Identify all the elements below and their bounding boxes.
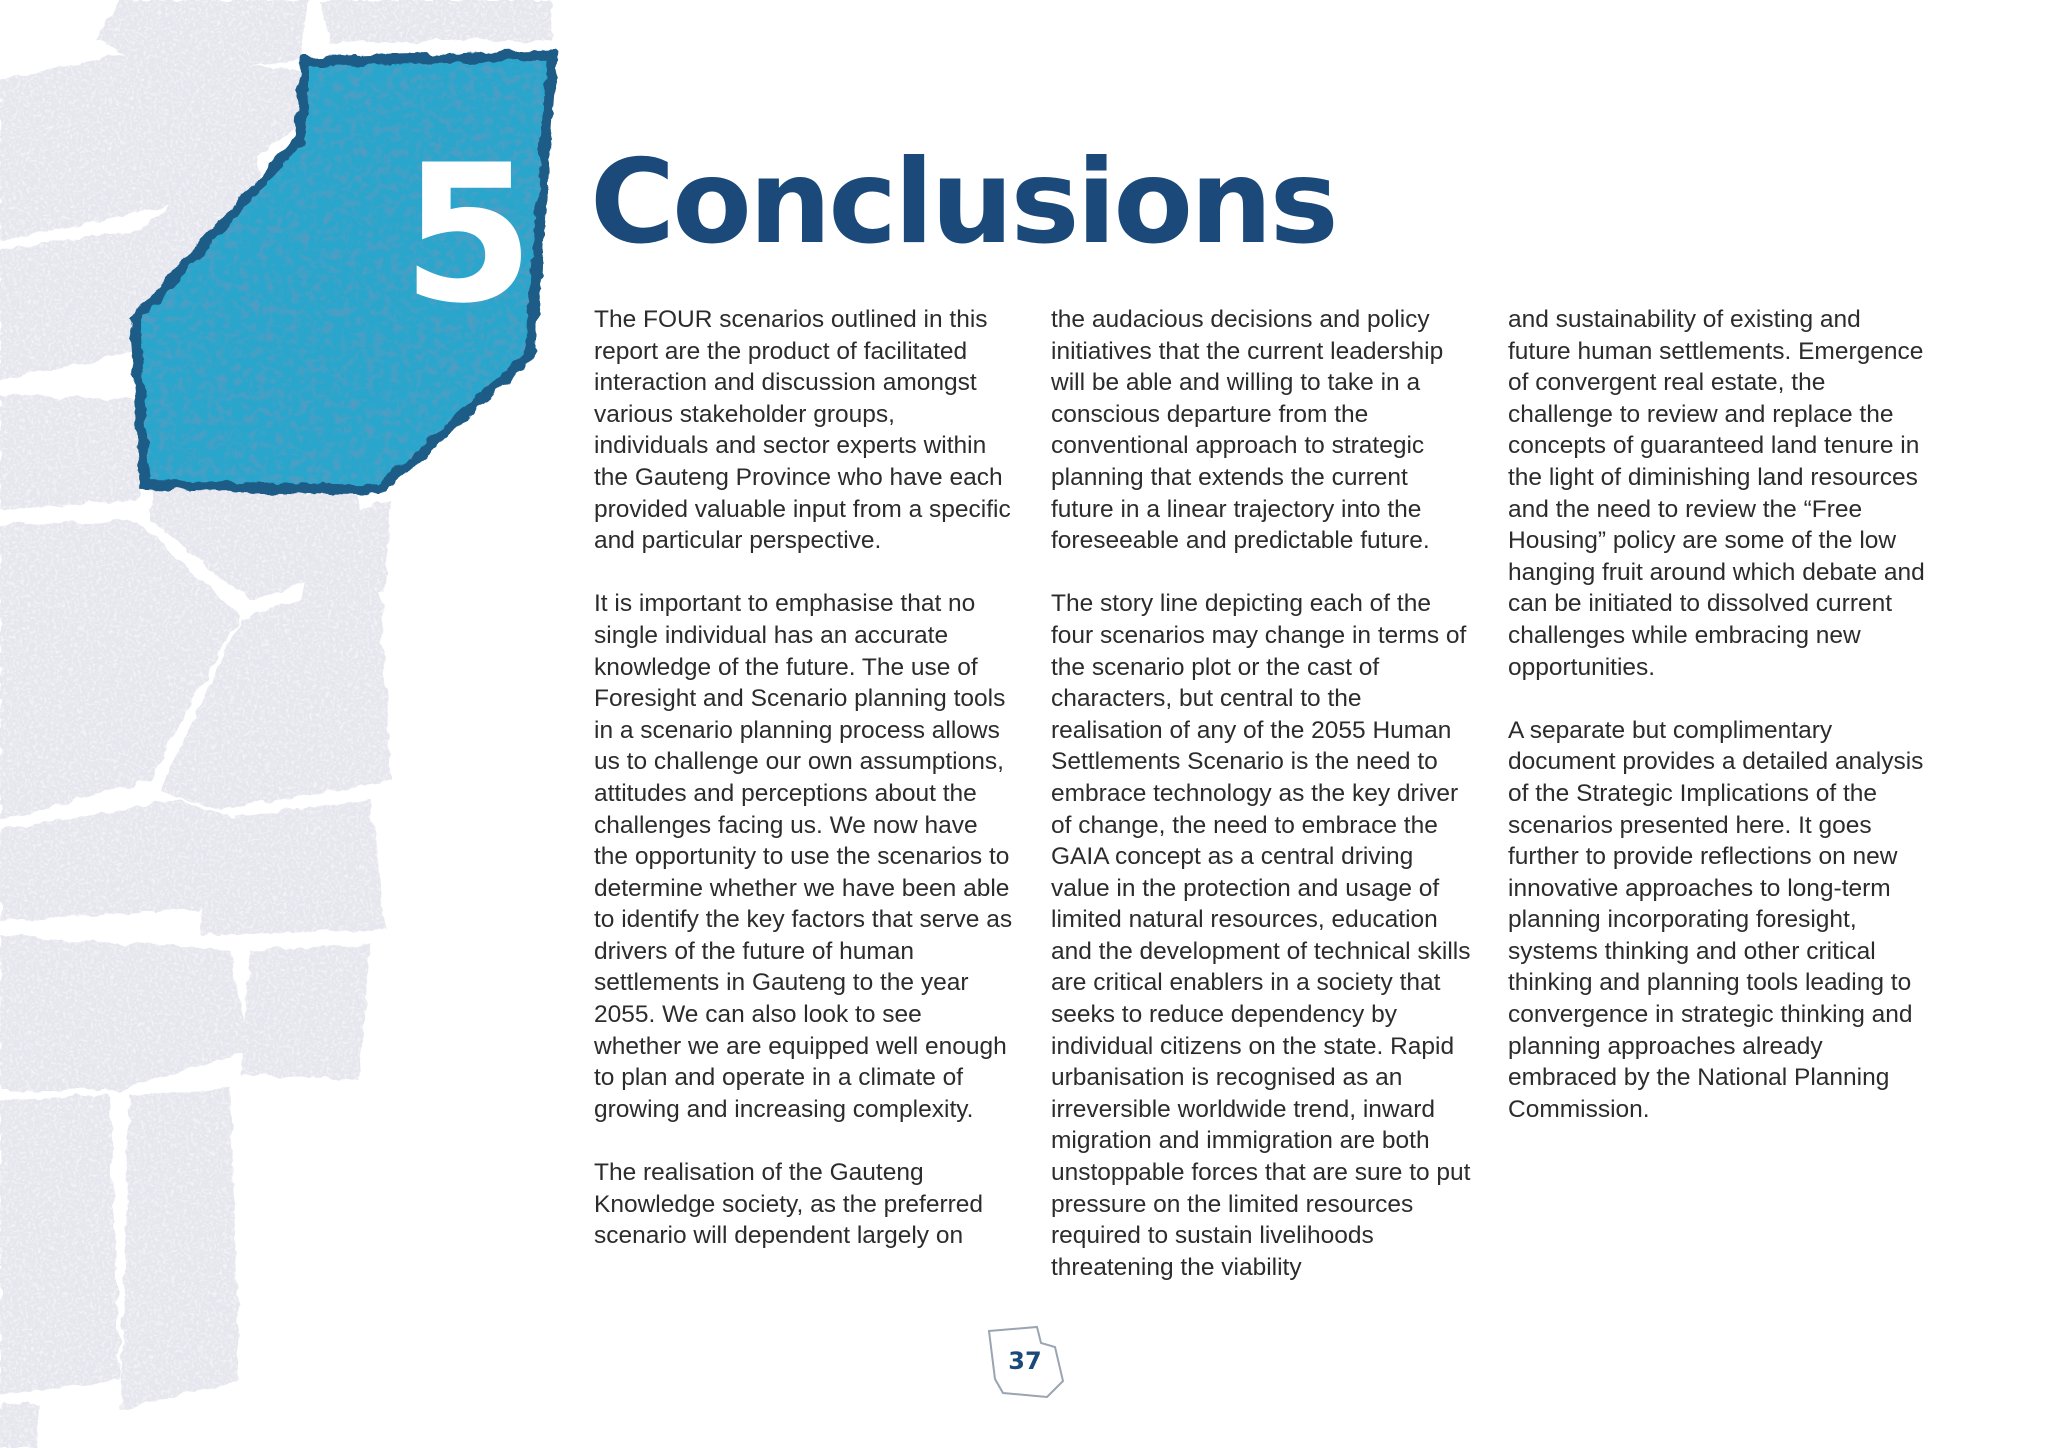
- page-number: 37: [1008, 1347, 1042, 1375]
- paragraph: It is important to emphasise that no single individual has an accurate knowledge of the future. The use of Foresight and Scenario planning tools in a scenario planning process allows us to challenge our own assumptions, attitudes and perceptions about the challenges facing us. We now have the opportunity to use the scenarios to determine whether we have been able to identify the key factors that serve as drivers of the future of human settlements in Gauteng to the year 2055. We can also look to see whether we are equipped well enough to plan and operate in a climate of growing and increasing complexity.: [594, 590, 1013, 1123]
- stone-block: [0, 1095, 120, 1395]
- paragraph: The FOUR scenarios outlined in this report are the product of facilitated interaction and discussion amongst various stakeholder groups, individuals and sector experts within the Gauteng Province who have each provided valuable input from a specific and particular perspective.: [594, 306, 1011, 555]
- page-title: Conclusions: [590, 135, 1336, 270]
- text-column-1: [594, 304, 1014, 1283]
- paragraph: A separate but complimentary document provides a detailed analysis of the Strategic Implications of the scenarios presented here. It goes further to provide reflections on new innovative approaches to long-term planning incorporating foresight, systems thinking and other critical thinking and planning tools leading to convergence in strategic thinking and planning approaches already embraced by the National Planning Commission.: [1508, 716, 1924, 1123]
- stone-block: [120, 1090, 240, 1410]
- paragraph: The realisation of the Gauteng Knowledge society, as the preferred scenario will dependent largely on: [594, 1159, 984, 1250]
- stone-block: [0, 935, 250, 1090]
- stone-block: [240, 945, 370, 1080]
- paragraph: and sustainability of existing and future human settlements. Emergence of convergent real estate, the challenge to review and replace the concepts of guaranteed land tenure in the light of diminishing land resources and the need to review the “Free Housing” policy are some of the low hanging fruit around which debate and can be initiated to dissolved current challenges while embracing new opportunities.: [1508, 306, 1925, 681]
- chapter-number: 5: [402, 124, 531, 345]
- stone-block: [200, 800, 385, 935]
- stone-block: [320, 0, 552, 42]
- paragraph: The story line depicting each of the four scenarios may change in terms of the scenario plot or the cast of characters, but central to the realisation of any of the 2055 Human Settlements Scenario is the need to embrace technology as the key driver of change, the need to embrace the GAIA concept as a central driving value in the protection and usage of limited natural resources, education and the development of technical skills are critical enablers in a society that seeks to reduce dependency by individual citizens on the state. Rapid urbanisation is recognised as an irreversible worldwide trend, inward migration and immigration are both unstoppable forces that are sure to put pressure on the limited resources required to sustain livelihoods threatening the viability: [1051, 590, 1471, 1281]
- stone-block: [0, 395, 150, 510]
- text-column-2: [1051, 304, 1471, 1315]
- paragraph: the audacious decisions and policy initiatives that the current leadership will be able and willing to take in a conscious departure from the conventional approach to strategic planning that extends the current future in a linear trajectory into the foreseeable and predictable future.: [1051, 306, 1444, 555]
- page-number-badge: [985, 1323, 1065, 1401]
- stone-block: [0, 1400, 40, 1448]
- text-column-3: [1508, 304, 1928, 1157]
